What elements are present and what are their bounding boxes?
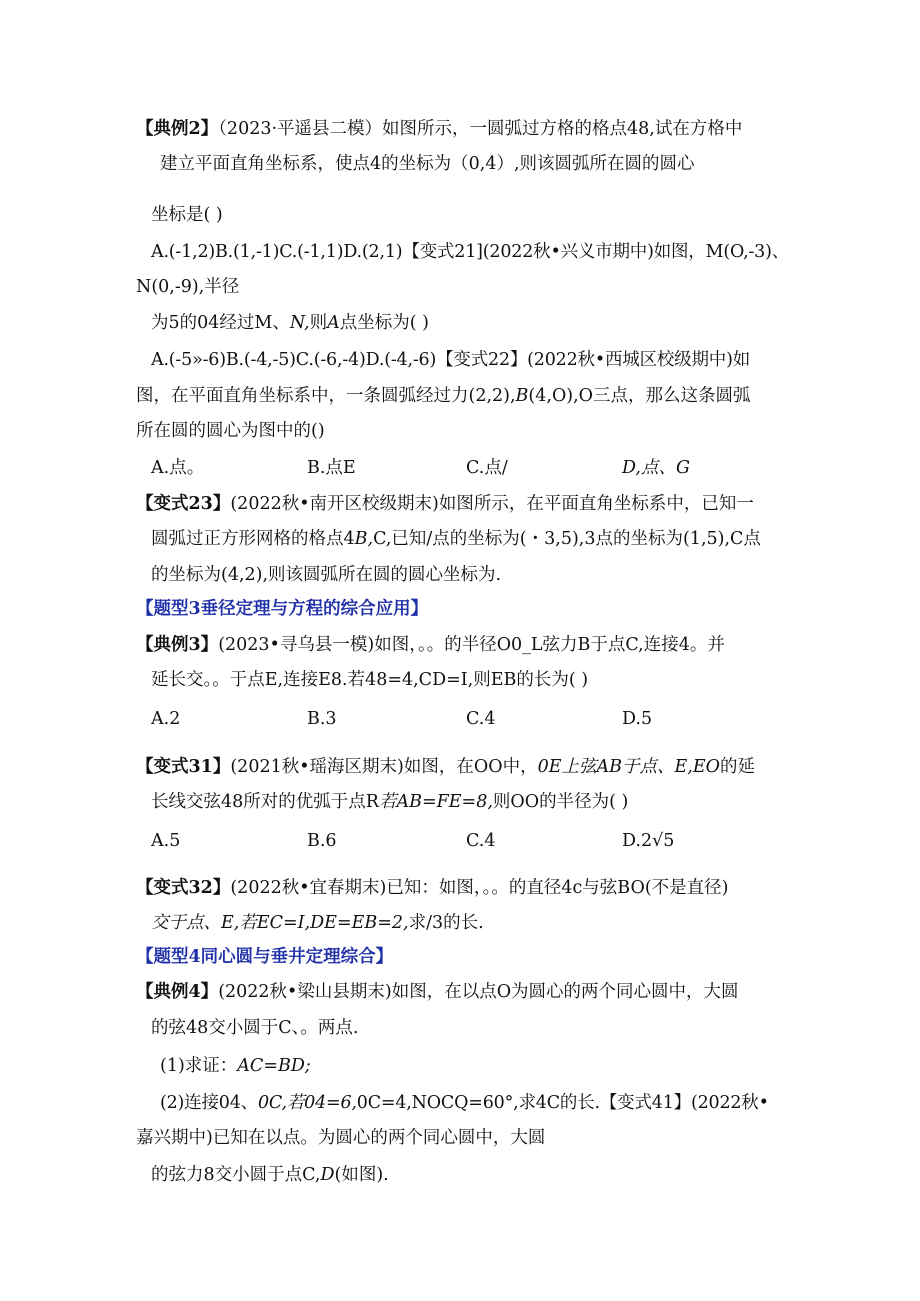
variant32-line1 [136,876,729,900]
example2-line6 [151,311,429,335]
variant31-text2a: 长线交弦48所对的优弧于点R [151,792,379,812]
variant22-text2a: 图，在平面直角坐标系中，一条圆弧经过力(2,2), [136,386,516,406]
variant23-tag: 【变式23】 [136,494,231,514]
example4-line2: 的弦48交小圆于C、。两点. [151,1018,359,1038]
example4-line6 [151,1163,389,1187]
variant31-option-b: B.6 [307,831,337,851]
variant31-tag: 【变式31】 [136,757,231,777]
variant22-line2 [136,384,751,408]
variant32-text2a: 交于点、E,若EC=I,DE=EB=2, [151,913,409,933]
variant23-text2b: B, [354,529,374,549]
variant22-line3: 所在圆的圆心为图中的() [136,421,325,441]
variant22-option-c: C.点/ [466,458,508,478]
variant22-option-a: A.点。 [151,458,205,478]
example4-line5: 嘉兴期中)已知在以点。为圆心的两个同心圆中，大圆 [136,1128,546,1148]
example4-text4b: 0C,若04=6, [257,1093,357,1113]
variant22-option-d: D,点、G [622,458,690,478]
variant22-text2b: B [515,386,529,406]
variant23-line1 [136,492,754,516]
variant32-text2b: 求/3的长. [408,913,484,933]
section3-title: 【题型3垂径定理与方程的综合应用】 [136,599,429,619]
example4-text3a: (1)求证： [160,1056,238,1076]
variant22-option-b: B.点E [307,458,356,478]
example4-text4c: 0C=4,NOCQ=60°,求4C的长.【变式41】(2022秋• [356,1093,769,1113]
example3-option-b: B.3 [307,709,337,729]
example2-text6c: 则 [309,313,328,333]
example2-line5: N(0,-9),半径 [136,277,240,297]
variant23-text2c: C,已知/点的坐标为(・3,5),3点的坐标为(1,5),C点 [373,529,761,549]
example4-tag: 【典例4】 [136,982,219,1002]
example2-text6e: 点坐标为( ) [339,313,429,333]
variant32-tag: 【变式32】 [136,878,231,898]
example3-line2: 延长交。。于点E,连接E8.若48=4,CD=I,则EB的长为( ) [151,670,589,690]
variant31-option-a: A.5 [151,831,181,851]
example3-option-a: A.2 [151,709,181,729]
example3-tag: 【典例3】 [136,635,219,655]
example2-line1 [136,117,742,141]
variant31-text1b: 0E上弦AB于点、E,EO [537,757,720,777]
variant31-text2c: 则OO的半径为( ) [492,792,629,812]
example4-line3 [160,1054,311,1078]
example2-line4: A.(-1,2)B.(1,-1)C.(-1,1)D.(2,1)【变式21](2022秋•兴义市期中)如图，M(O,-3)、 [151,242,790,262]
variant31-text2b: 若AB=FE=8, [378,792,493,812]
example4-text6: 的弦力8交小圆于点C, [151,1165,321,1185]
variant31-text1c: 的延 [719,757,755,777]
variant31-line2 [151,790,628,814]
example4-text4a: (2)连接04、 [160,1093,258,1113]
example3-line1 [136,633,725,657]
example4-text6c: (如图). [334,1165,389,1185]
variant32-text1: (2022秋•宜春期末)已知：如图，。。的直径4c与弦BO(不是直径) [230,878,729,898]
example2-text6d: A [327,313,340,333]
section4-title: 【题型4同心圆与垂井定理综合】 [136,947,394,967]
example4-text3b: AC=BD; [237,1056,311,1076]
example4-line1 [136,980,739,1004]
example2-text1: （2023·平遥县二模）如图所示，一圆弧过方格的格点48,试在方格中 [218,119,743,139]
example2-line3: 坐标是( ) [151,205,223,225]
example2-line2: 建立平面直角坐标系，使点4的坐标为（0,4）,则该圆弧所在圆的圆心 [160,154,695,174]
variant31-line1 [136,755,755,779]
example2-text6a: 为5的04经过M、 [151,313,290,333]
variant23-line3: 的坐标为(4,2),则该圆弧所在圆的圆心坐标为. [151,565,502,585]
variant23-line2 [151,527,761,551]
variant22-line1: A.(-5»-6)B.(-4,-5)C.(-6,-4)D.(-4,-6)【变式22】(2022秋•西城区校级期中)如 [151,350,750,370]
example3-option-d: D.5 [622,709,653,729]
variant23-text2a: 圆弧过正方形网格的格点4 [151,529,355,549]
example4-line4 [160,1091,769,1115]
example2-text6b: N, [289,313,310,333]
variant32-line2 [151,911,484,935]
example3-option-c: C.4 [466,709,496,729]
example3-text1: (2023•寻乌县一模)如图，。。的半径O0_L弦力B于点C,连接4。并 [218,635,725,655]
variant31-option-c: C.4 [466,831,496,851]
variant31-option-d: D.2√5 [622,831,675,851]
variant23-text1: (2022秋•南开区校级期末)如图所示，在平面直角坐标系中，已知一 [230,494,754,514]
example4-text1: (2022秋•梁山县期末)如图，在以点O为圆心的两个同心圆中，大圆 [218,982,739,1002]
variant31-text1a: (2021秋•瑶海区期末)如图，在OO中， [230,757,538,777]
example2-tag: 【典例2】 [136,119,219,139]
variant22-text2c: (4,O),O三点，那么这条圆弧 [528,386,751,406]
example4-text6b: D [320,1165,335,1185]
